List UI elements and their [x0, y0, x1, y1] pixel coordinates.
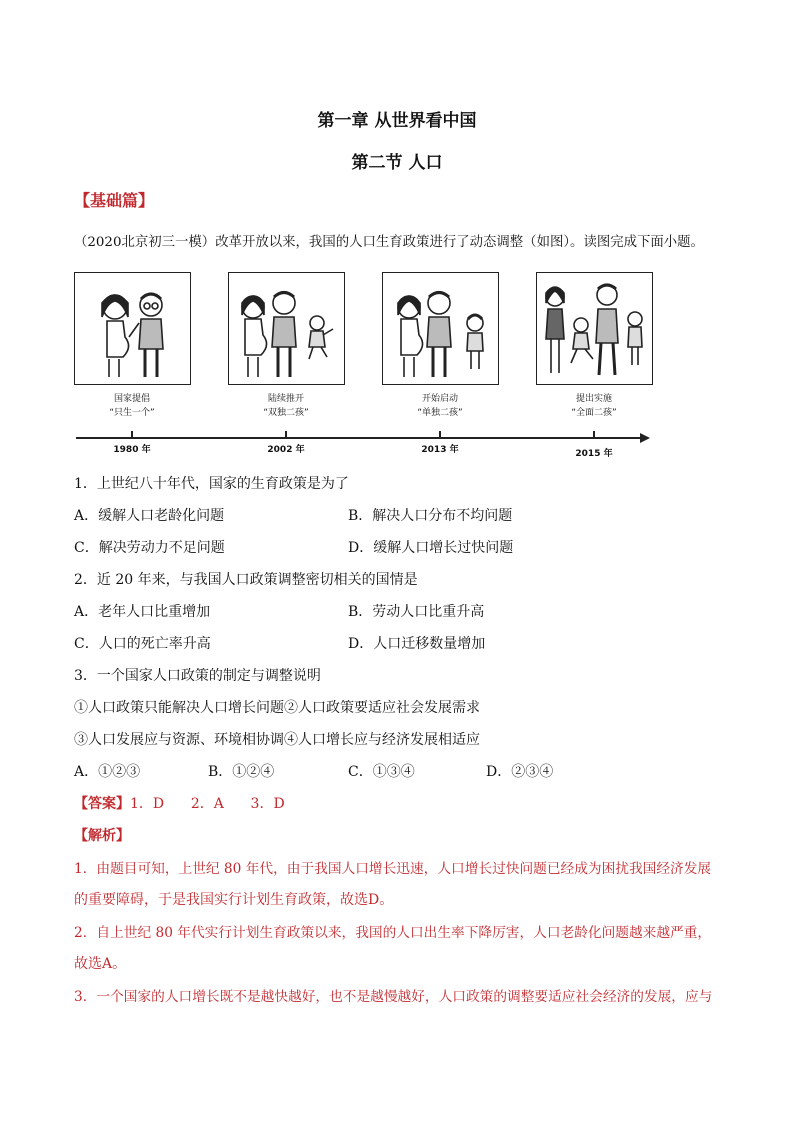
- chapter-title: 第一章 从世界看中国: [317, 111, 477, 131]
- panel-2015: [536, 272, 653, 385]
- timeline-caption-3: [370, 392, 510, 420]
- caption-line: “双独二孩”: [263, 408, 309, 418]
- panel-2013: [382, 272, 499, 385]
- section-badge: 【基础篇】: [74, 191, 155, 210]
- q3-option-c: C．①③④: [348, 764, 415, 780]
- q1-option-a: A．缓解人口老龄化问题: [74, 508, 225, 524]
- analysis-2-line-2: 故选A。: [74, 956, 127, 972]
- caption-line: 陆续推开: [267, 394, 304, 404]
- caption-line: “全面二孩”: [571, 408, 617, 418]
- q3-option-d: D．②③④: [486, 764, 554, 780]
- year-label: 2015 年: [575, 449, 613, 459]
- policy-timeline-figure: [0, 0, 794, 470]
- family-single-second-child-illustration: [383, 273, 497, 383]
- caption-line: 国家提倡: [113, 394, 150, 404]
- year-label: 2013 年: [421, 445, 459, 455]
- timeline-caption-2: [216, 392, 356, 420]
- analysis-1-line-2: 的重要障碍，于是我国实行计划生育政策，故选D。: [74, 892, 394, 908]
- caption-line: 开始启动: [421, 394, 458, 404]
- year-label: 2002 年: [267, 445, 305, 455]
- analysis-2-line-1: 2．自上世纪 80 年代实行计划生育政策以来，我国的人口出生率下降厉害，人口老龄化问题越来越严重，: [74, 925, 712, 941]
- caption-line: “只生一个”: [109, 408, 155, 418]
- q2-option-c: C．人口的死亡率升高: [74, 636, 211, 652]
- answer-line: [74, 793, 285, 813]
- q3-statements-1: ①人口政策只能解决人口增长问题②人口政策要适应社会发展需求: [74, 700, 480, 716]
- q3-option-a: A．①②③: [74, 764, 141, 780]
- q1-option-d: D．缓解人口增长过快问题: [348, 540, 514, 556]
- family-two-children-illustration: [229, 273, 343, 383]
- family-one-child-illustration: [75, 273, 189, 383]
- analysis-1-line-1: 1．由题目可知，上世纪 80 年代，由于我国人口增长迅速，人口增长过快问题已经成为困扰我国经济发展: [74, 861, 712, 877]
- analysis-3-line-1: 3．一个国家的人口增长既不是越快越好，也不是越慢越好，人口政策的调整要适应社会经济的发展，应与: [74, 989, 713, 1005]
- caption-line: 提出实施: [575, 394, 612, 404]
- question-1-stem: 1．上世纪八十年代，国家的生育政策是为了: [74, 476, 349, 492]
- q2-option-a: A．老年人口比重增加: [74, 604, 211, 620]
- section-title: 第二节 人口: [351, 153, 443, 173]
- year-label: 1980 年: [113, 445, 151, 455]
- question-3-stem: 3．一个国家人口政策的制定与调整说明: [74, 668, 321, 684]
- analysis-label: 【解析】: [74, 828, 130, 844]
- answer-text: 1．D 2．A 3．D: [130, 796, 285, 812]
- panel-2002: [228, 272, 345, 385]
- q3-option-b: B．①②④: [208, 764, 275, 780]
- timeline-caption-1: [62, 392, 202, 420]
- family-universal-second-child-illustration: [537, 273, 651, 383]
- q3-statements-2: ③人口发展应与资源、环境相协调④人口增长应与经济发展相适应: [74, 732, 480, 748]
- q1-option-c: C．解决劳动力不足问题: [74, 540, 225, 556]
- q2-option-b: B．劳动人口比重升高: [348, 604, 485, 620]
- question-2-stem: 2．近 20 年来，与我国人口政策调整密切相关的国情是: [74, 572, 418, 588]
- caption-line: “单独二孩”: [417, 408, 463, 418]
- question-intro: （2020北京初三一模）改革开放以来，我国的人口生育政策进行了动态调整（如图）。读图完成下面小题。: [74, 235, 704, 250]
- q2-option-d: D．人口迁移数量增加: [348, 636, 486, 652]
- q1-option-b: B．解决人口分布不均问题: [348, 508, 513, 524]
- panel-1980: [74, 272, 191, 385]
- answer-label: 【答案】: [74, 796, 130, 812]
- timeline-caption-4: [524, 392, 664, 420]
